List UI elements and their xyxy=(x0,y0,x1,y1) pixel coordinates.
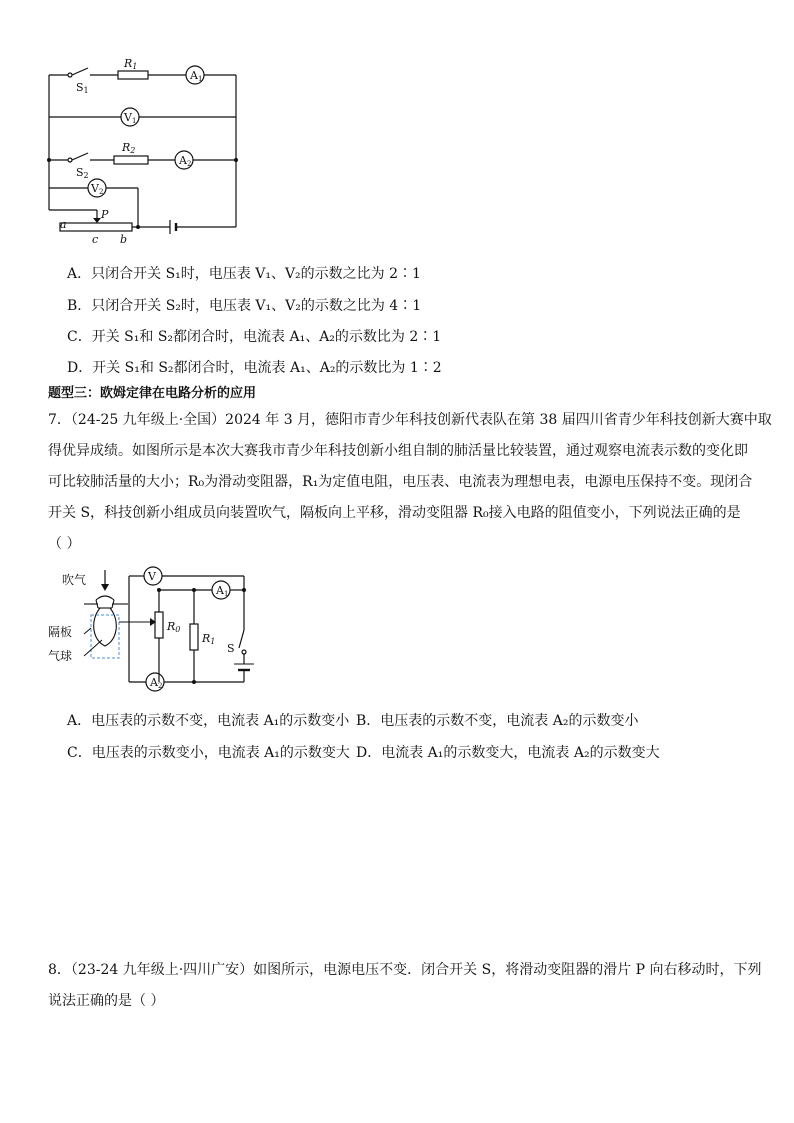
r0-subscript: 0 xyxy=(175,625,181,634)
r0-label: R xyxy=(167,620,176,633)
q6-option-b-letter: B． xyxy=(67,298,92,314)
a1-meter-label: A xyxy=(190,69,198,82)
q7-answer-blank: （ ） xyxy=(48,536,81,552)
q7-stem-line-3: 可比较肺活量的大小；R₀为滑动变阻器，R₁为定值电阻，电压表、电流表为理想电表，电源电压保持不变。现闭合 xyxy=(48,474,753,490)
balloon-label: 气球 xyxy=(48,649,73,663)
svg-text:V1 xyxy=(123,111,136,125)
q6-option-b-text: 只闭合开关 S₂时，电压表 V₁、V₂的示数之比为 4∶1 xyxy=(91,298,422,314)
a2-meter-subscript: 2 xyxy=(186,160,192,168)
v2-meter-subscript: 2 xyxy=(98,188,104,196)
a2-meter-label: A xyxy=(179,154,187,167)
q8-stem xyxy=(48,955,762,1017)
svg-text:S2 xyxy=(76,166,89,180)
q7-option-b-text: 电压表的示数不变，电流表 A₂的示数变小 xyxy=(380,713,639,729)
q6-option-a xyxy=(67,263,421,283)
fig2-r1-label: R xyxy=(202,632,211,645)
q7-option-a xyxy=(67,710,349,730)
fig2-a1-label: A xyxy=(216,584,224,597)
q7-option-a-letter: A． xyxy=(67,713,92,729)
svg-text:A2 xyxy=(149,676,162,690)
fig2-r1-subscript: 1 xyxy=(210,637,216,646)
fig2-a2-label: A xyxy=(150,676,158,689)
svg-text:V2 xyxy=(90,182,103,196)
svg-text:R1 xyxy=(123,57,137,71)
fig2-a1-subscript: 1 xyxy=(223,590,229,598)
r1-label: R xyxy=(124,57,133,70)
svg-text:S1 xyxy=(76,81,89,95)
q7-option-d-text: 电流表 A₁的示数变大，电流表 A₂的示数变大 xyxy=(381,745,660,761)
slider-mid-c-label: c xyxy=(92,233,99,245)
r2-label: R xyxy=(122,141,131,154)
q7-stem xyxy=(48,405,772,560)
voltmeter-label: V xyxy=(148,570,156,583)
q7-option-c-text: 电压表的示数变小，电流表 A₁的示数变大 xyxy=(91,745,350,761)
s1-label: S xyxy=(76,81,84,94)
svg-text:R2 xyxy=(121,141,135,155)
v2-meter-label: V xyxy=(91,182,99,195)
q8-stem-line-2: 说法正确的是（ ） xyxy=(48,993,165,1009)
q6-option-c-letter: C． xyxy=(67,329,92,345)
svg-text:R1 xyxy=(201,632,215,646)
q6-option-c xyxy=(67,326,441,346)
s2-subscript: 2 xyxy=(83,171,89,180)
blow-label: 吹气 xyxy=(62,573,87,587)
q7-option-d-letter: D． xyxy=(356,745,382,761)
circuit-diagram-1 xyxy=(40,55,250,245)
q6-option-d-text: 开关 S₁和 S₂都闭合时，电流表 A₁、A₂的示数比为 1∶2 xyxy=(92,360,442,376)
q7-stem-line-4: 开关 S，科技创新小组成员向装置吹气，隔板向上平移，滑动变阻器 R₀接入电路的阻值变小，下列说法正确的是 xyxy=(48,505,741,521)
q7-stem-line-1: 7．（24-25 九年级上·全国）2024 年 3 月，德阳市青少年科技创新代表队在第 38 届四川省青少年科技创新大赛中取 xyxy=(48,412,772,428)
a1-meter-subscript: 1 xyxy=(197,75,203,83)
q7-stem-line-2: 得优异成绩。如图所示是本次大赛我市青少年科技创新小组自制的肺活量比较装置，通过观察电流表示数的变化即 xyxy=(48,443,748,459)
slider-end-b-label: b xyxy=(120,233,128,245)
s2-label: S xyxy=(76,166,84,179)
q7-option-b-letter: B． xyxy=(356,713,381,729)
svg-text:A2 xyxy=(178,154,191,168)
q7-option-b xyxy=(356,710,638,730)
r1-subscript: 1 xyxy=(132,62,138,71)
section-heading: 题型三：欧姆定律在电路分析的应用 xyxy=(48,386,257,401)
q6-option-a-letter: A． xyxy=(67,266,92,282)
q6-option-c-text: 开关 S₁和 S₂都闭合时，电流表 A₁、A₂的示数比为 2∶1 xyxy=(91,329,442,345)
q6-option-a-text: 只闭合开关 S₁时，电压表 V₁、V₂的示数之比为 2∶1 xyxy=(91,266,421,282)
v1-meter-label: V xyxy=(124,111,132,124)
svg-text:A1 xyxy=(215,584,228,598)
partition-label: 隔板 xyxy=(48,625,73,639)
q7-option-c-letter: C． xyxy=(67,745,92,761)
s1-subscript: 1 xyxy=(83,86,89,95)
switch-s-label: S xyxy=(227,642,235,655)
r2-subscript: 2 xyxy=(130,146,136,155)
svg-text:R0 xyxy=(166,620,180,634)
circuit-diagram-2 xyxy=(44,560,264,700)
q7-option-d xyxy=(356,742,660,762)
fig2-a2-subscript: 2 xyxy=(157,682,163,690)
slider-end-a-label: a xyxy=(60,218,67,231)
q6-option-b xyxy=(67,295,421,315)
q7-option-a-text: 电压表的示数不变，电流表 A₁的示数变小 xyxy=(91,713,350,729)
slider-p-label: P xyxy=(101,208,109,221)
svg-text:A1 xyxy=(189,69,202,83)
v1-meter-subscript: 1 xyxy=(131,117,137,125)
q6-option-d xyxy=(67,357,442,377)
q6-option-d-letter: D． xyxy=(67,360,93,376)
q7-option-c xyxy=(67,742,350,762)
q8-stem-line-1: 8．（23-24 九年级上·四川广安）如图所示，电源电压不变．闭合开关 S，将滑动变阻器的滑片 P 向右移动时，下列 xyxy=(48,962,762,978)
